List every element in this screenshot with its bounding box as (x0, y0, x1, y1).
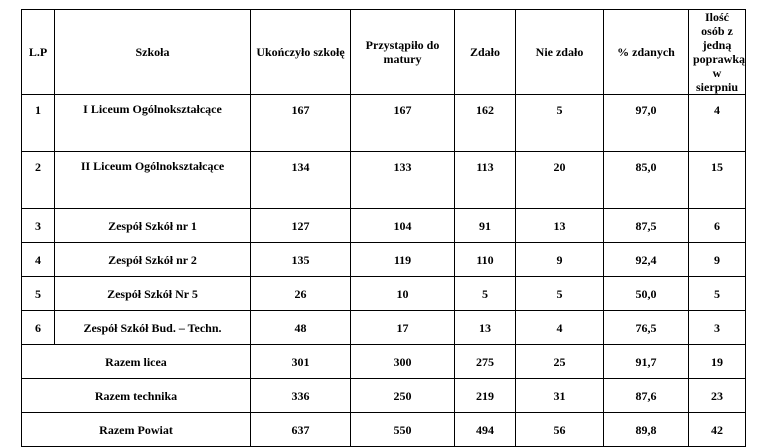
header-failed: Nie zdało (516, 10, 604, 95)
cell-graduated: 301 (251, 345, 351, 379)
cell-total-label: Razem technika (22, 379, 251, 413)
cell-school: II Liceum Ogólnokształcące (55, 152, 251, 209)
cell-percent: 87,5 (604, 209, 689, 243)
cell-took-exam: 119 (351, 243, 455, 277)
table-row (22, 277, 746, 311)
cell-retake: 4 (689, 95, 746, 152)
cell-passed: 162 (455, 95, 516, 152)
cell-total-label: Razem Powiat (22, 413, 251, 447)
cell-graduated: 336 (251, 379, 351, 413)
cell-failed: 4 (516, 311, 604, 345)
cell-lp: 2 (22, 152, 55, 209)
cell-graduated: 26 (251, 277, 351, 311)
header-school: Szkoła (55, 10, 251, 95)
cell-took-exam: 167 (351, 95, 455, 152)
totals-row (22, 345, 746, 379)
totals-row (22, 413, 746, 447)
cell-took-exam: 17 (351, 311, 455, 345)
header-retake-august: Ilość osób z jedną poprawką w sierpniu (689, 10, 746, 95)
cell-retake: 15 (689, 152, 746, 209)
cell-total-label: Razem licea (22, 345, 251, 379)
totals-row (22, 379, 746, 413)
cell-graduated: 167 (251, 95, 351, 152)
cell-school: Zespół Szkół nr 1 (55, 209, 251, 243)
cell-percent: 89,8 (604, 413, 689, 447)
cell-retake: 3 (689, 311, 746, 345)
cell-lp: 1 (22, 95, 55, 152)
cell-took-exam: 550 (351, 413, 455, 447)
header-graduated: Ukończyło szkołę (251, 10, 351, 95)
table-row (22, 209, 746, 243)
cell-lp: 4 (22, 243, 55, 277)
table-row (22, 243, 746, 277)
cell-passed: 110 (455, 243, 516, 277)
cell-failed: 25 (516, 345, 604, 379)
cell-retake: 9 (689, 243, 746, 277)
cell-graduated: 637 (251, 413, 351, 447)
matura-results-table (21, 9, 746, 447)
header-passed: Zdało (455, 10, 516, 95)
cell-took-exam: 250 (351, 379, 455, 413)
cell-percent: 92,4 (604, 243, 689, 277)
cell-percent: 91,7 (604, 345, 689, 379)
cell-took-exam: 300 (351, 345, 455, 379)
cell-passed: 5 (455, 277, 516, 311)
cell-percent: 50,0 (604, 277, 689, 311)
cell-graduated: 135 (251, 243, 351, 277)
cell-failed: 5 (516, 95, 604, 152)
cell-passed: 494 (455, 413, 516, 447)
cell-school: Zespół Szkół Nr 5 (55, 277, 251, 311)
cell-passed: 13 (455, 311, 516, 345)
cell-failed: 5 (516, 277, 604, 311)
cell-passed: 219 (455, 379, 516, 413)
header-row (22, 10, 746, 95)
cell-lp: 3 (22, 209, 55, 243)
cell-graduated: 127 (251, 209, 351, 243)
cell-took-exam: 104 (351, 209, 455, 243)
cell-failed: 9 (516, 243, 604, 277)
cell-failed: 20 (516, 152, 604, 209)
cell-retake: 23 (689, 379, 746, 413)
table-row (22, 152, 746, 209)
table-row (22, 311, 746, 345)
cell-graduated: 134 (251, 152, 351, 209)
cell-passed: 91 (455, 209, 516, 243)
cell-retake: 5 (689, 277, 746, 311)
cell-school: Zespół Szkół nr 2 (55, 243, 251, 277)
cell-percent: 76,5 (604, 311, 689, 345)
cell-retake: 6 (689, 209, 746, 243)
header-took-exam: Przystąpiło do matury (351, 10, 455, 95)
header-percent-passed: % zdanych (604, 10, 689, 95)
cell-percent: 97,0 (604, 95, 689, 152)
cell-percent: 87,6 (604, 379, 689, 413)
cell-retake: 42 (689, 413, 746, 447)
cell-lp: 6 (22, 311, 55, 345)
cell-failed: 56 (516, 413, 604, 447)
cell-passed: 113 (455, 152, 516, 209)
document-page (21, 9, 745, 447)
cell-school: I Liceum Ogólnokształcące (55, 95, 251, 152)
cell-percent: 85,0 (604, 152, 689, 209)
cell-failed: 31 (516, 379, 604, 413)
cell-school: Zespół Szkół Bud. – Techn. (55, 311, 251, 345)
cell-retake: 19 (689, 345, 746, 379)
header-lp: L.P (22, 10, 55, 95)
cell-passed: 275 (455, 345, 516, 379)
cell-failed: 13 (516, 209, 604, 243)
cell-took-exam: 133 (351, 152, 455, 209)
cell-graduated: 48 (251, 311, 351, 345)
table-row (22, 95, 746, 152)
cell-took-exam: 10 (351, 277, 455, 311)
cell-lp: 5 (22, 277, 55, 311)
